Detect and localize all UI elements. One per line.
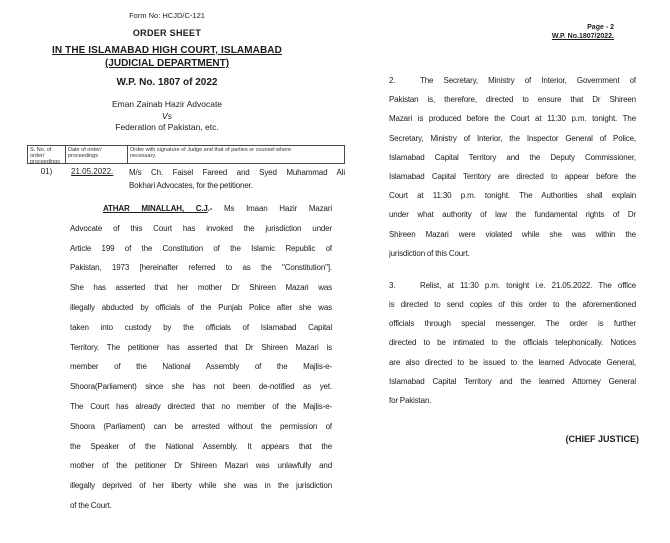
judge-name: ATHAR MINALLAH, C.J — [103, 204, 208, 213]
text-line: Advocate of this Court has invoked the jurisdiction under — [70, 223, 332, 233]
text-line: for Pakistan. — [389, 396, 432, 405]
court-name-heading: IN THE ISLAMABAD HIGH COURT, ISLAMABAD — [52, 45, 282, 56]
paragraph-2-number: 2. — [389, 76, 396, 85]
text-line: is directed to send copies of this order to the aforementioned — [389, 300, 636, 310]
respondent-name: Federation of Pakistan, etc. — [115, 122, 219, 132]
text-line: mother of the petitioner Dr Shireen Mazari was unlawfully and — [70, 461, 332, 471]
paragraph-2-first-line-text: The Secretary, Ministry of Interior, Government of — [420, 76, 636, 85]
table-header-serial: S. No. of order/ proceedings — [27, 145, 66, 164]
text-line: Islamabad Capital Territory and the Deputy Commissioner, — [389, 152, 636, 162]
petitioner-name: Eman Zainab Hazir Advocate — [111, 99, 223, 109]
text-line: Territory. The petitioner has asserted that Dr Shireen Mazari is — [70, 342, 332, 352]
text-line: illegally abducted by officials of the Punjab Police after she was — [70, 302, 332, 312]
page-2-header — [389, 24, 614, 40]
text-line: Bokhari Advocates, for the petitioner. — [129, 180, 253, 190]
text-line: Pakistan is, therefore, directed to ensure that Dr Shireen — [389, 95, 636, 105]
text-line: officials through special messenger. The order is further — [389, 319, 636, 329]
proceedings-table-header — [27, 145, 345, 164]
form-number: Form No: HCJD/C-121 — [129, 11, 205, 20]
paragraph-1-lines — [70, 219, 332, 516]
paragraph-3-lines — [389, 295, 636, 410]
text-line: Pakistan, 1973 [hereinafter referred to as the "Constitution"]. — [70, 263, 332, 273]
text-line: Secretary, Ministry of Interior, the Inspector General of Police, — [389, 133, 636, 143]
proceedings-table-row — [27, 167, 345, 192]
order-paragraph-1 — [70, 199, 332, 516]
case-number: W.P. No. 1807 of 2022 — [116, 77, 218, 88]
row-date-text: 21.05.2022. — [71, 167, 114, 176]
table-header-order: Order with signature of Judge and that of parties or counsel where necessary. — [127, 145, 345, 164]
judge-name-separator: .- — [207, 204, 213, 213]
text-line: member of the National Assembly of the Majlis-e- — [70, 362, 332, 372]
text-line: M/s Ch. Faisel Fareed and Syed Muhammad Ali — [129, 168, 345, 177]
paragraph-1-first-line-text: Ms Imaan Hazir Mazari — [212, 204, 332, 213]
text-line: illegally deprived of her liberty while she was in the jurisdiction — [70, 481, 332, 491]
text-line: Shoora(Parliament) since she has not been de-notified as yet. — [70, 382, 332, 392]
paragraph-2-lines — [389, 90, 636, 263]
text-line: the Speaker of the National Assembly. It appears that the — [70, 441, 332, 451]
text-line: The Court has already directed that no member of the Majlis-e- — [70, 401, 332, 411]
paragraph-3-number: 3. — [389, 280, 396, 290]
paragraph-1-first-line — [70, 199, 332, 219]
order-paragraph-3 — [389, 276, 636, 410]
text-line: are also directed to be issued to the learned Advocate General, — [389, 357, 636, 367]
case-reference: W.P. No.1807/2022. — [551, 33, 614, 40]
order-paragraph-2 — [389, 71, 636, 263]
text-line: jurisdiction of this Court. — [389, 248, 470, 258]
order-body-page-2 — [389, 71, 636, 410]
row-counsel-appearance — [129, 167, 345, 192]
chief-justice-signature: (CHIEF JUSTICE) — [565, 434, 639, 444]
text-line: taken into custody by the officials of Islamabad Capital — [70, 322, 332, 332]
row-date — [66, 167, 129, 192]
text-line: Islamabad Capital Territory and the learned Attorney General — [389, 376, 636, 386]
order-sheet-title: ORDER SHEET — [132, 28, 202, 38]
page-number-label: Page - 2 — [587, 24, 614, 31]
text-line: She has asserted that her mother Dr Shireen Mazari was — [70, 283, 332, 293]
table-header-date: Date of order/ proceedings — [65, 145, 128, 164]
department-heading: (JUDICIAL DEPARTMENT) — [104, 58, 230, 69]
paragraph-2-first-line — [389, 71, 636, 90]
text-line: Court at 11:30 p.m. tonight. The Authorities shall explain — [389, 191, 636, 201]
versus-label: Vs — [162, 111, 172, 121]
text-line: Shoora (Parliament) can be arrested without the permission of — [70, 421, 332, 431]
text-line: directed to be intimated to the officials telephonically. Notices — [389, 338, 636, 348]
text-line: under what authority of law the fundamental rights of Dr — [389, 210, 636, 220]
text-line: Mazari is produced before the Court at 11:30 p.m. tonight. The — [389, 114, 636, 124]
paragraph-3-first-line — [389, 276, 636, 295]
text-line: Article 199 of the Constitution of the Islamic Republic of — [70, 243, 332, 253]
text-line: of the Court. — [70, 500, 112, 510]
text-line: Islamabad Capital Territory are directed to appear before the — [389, 171, 636, 181]
text-line: Shireen Mazari were violated while she was within the — [389, 229, 636, 239]
paragraph-3-first-line-text: Relist, at 11:30 p.m. tonight i.e. 21.05.2022. The office — [420, 280, 636, 290]
row-serial-number: 01) — [40, 167, 53, 176]
